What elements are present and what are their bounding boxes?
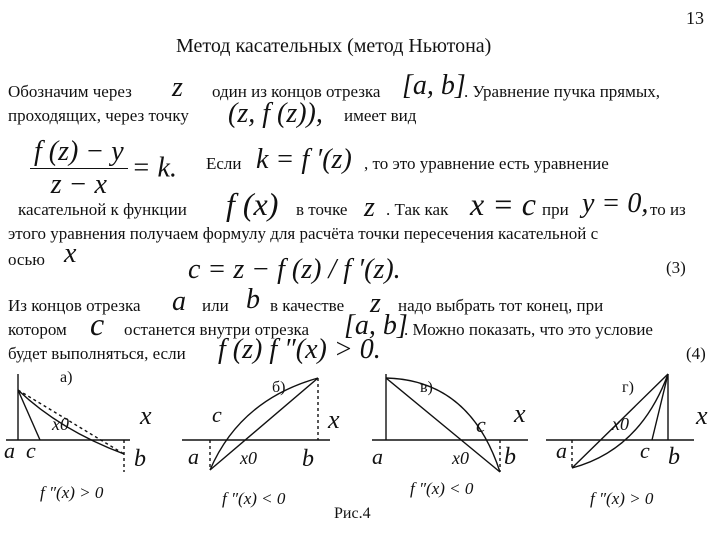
math-y-zero: y = 0, [582, 188, 649, 219]
panel-b-a: a [188, 444, 199, 469]
panel-g-label: г) [622, 379, 634, 396]
p2-text-6: при [542, 200, 569, 219]
figures-svg [0, 360, 720, 540]
panel-b-c: c [212, 402, 222, 427]
p1-text-2: один из концов отрезка [212, 82, 381, 101]
panel-v-a: a [372, 444, 383, 469]
panel-g-cond: f ″(x) > 0 [590, 489, 654, 508]
panel-g-a: a [556, 438, 567, 463]
panel-v-cond: f ″(x) < 0 [410, 479, 474, 498]
math-condition: f (z) f ″(x) > 0. [218, 334, 381, 365]
panel-a-x0: x0 [52, 414, 69, 434]
math-a: a [172, 286, 186, 317]
p2-text-7: то из [650, 200, 686, 219]
equation-1-denominator: z − x [50, 169, 107, 200]
p3-text-4: надо выбрать тот конец, при [398, 296, 604, 315]
p3-text-7: . Можно показать, что это условие [404, 320, 653, 339]
p1-text-1: Обозначим через [8, 82, 132, 101]
p1-text-5: имеет вид [344, 106, 417, 125]
panel-g-x: x [696, 401, 708, 430]
math-z: z [172, 72, 183, 103]
math-interval-ab-2: [a, b] [344, 310, 408, 341]
p2-text-9: осью [8, 250, 45, 269]
p2-text-4: в точке [296, 200, 348, 219]
p3-text-5: котором [8, 320, 67, 339]
p2-text-1: Если [206, 154, 242, 173]
panel-a-tangent [18, 390, 40, 440]
panel-b-cond: f ″(x) < 0 [222, 489, 286, 508]
p2-text-3: касательной к функции [18, 200, 187, 219]
equation-1-fraction [30, 136, 128, 201]
math-x-axis: x [64, 238, 77, 269]
panel-a-b: b [134, 446, 146, 472]
math-z-2: z [364, 192, 375, 223]
panel-v-x0: x0 [452, 448, 469, 468]
p2-text-5: . Так как [386, 200, 449, 219]
p3-text-8: будет выполняться, если [8, 344, 186, 363]
condition-number: (4) [686, 344, 706, 363]
panel-b-b: b [302, 446, 314, 472]
p3-text-1: Из концов отрезка [8, 296, 141, 315]
equation-1-numerator: f (z) − y [30, 136, 128, 169]
panel-b-x: x [328, 405, 340, 434]
p3-text-3: в качестве [270, 296, 345, 315]
math-b: b [246, 284, 260, 315]
page-number: 13 [686, 8, 704, 28]
equation-1 [30, 136, 177, 201]
panel-v-label: в) [420, 379, 433, 396]
equation-3-number: (3) [666, 258, 686, 277]
p3-text-6: останется внутри отрезка [124, 320, 310, 339]
p1-text-4: проходящих, через точку [8, 106, 189, 125]
math-k-derivative: k = f ′(z) [256, 144, 352, 175]
panel-g-b: b [668, 444, 680, 470]
p3-text-2: или [202, 296, 229, 315]
math-x-equals-c: x = c [470, 186, 536, 222]
panel-a-x: x [140, 401, 152, 430]
panel-v-b: b [504, 444, 516, 470]
page-title: Метод касательных (метод Ньютона) [176, 35, 492, 57]
panel-v-x: x [514, 399, 526, 428]
panel-a-cond: f ″(x) > 0 [40, 483, 104, 502]
math-interval-ab: [a, b] [402, 70, 466, 101]
p1-text-3: . Уравнение пучка прямых, [464, 82, 661, 101]
p2-text-2: , то это уравнение есть уравнение [364, 154, 609, 173]
panel-g-c: c [640, 438, 650, 463]
math-fx: f (x) [226, 186, 279, 222]
figure-caption: Рис.4 [334, 505, 371, 522]
panel-a-a: a [4, 438, 15, 463]
panel-b-x0: x0 [240, 448, 257, 468]
panel-g-tangent [652, 374, 668, 440]
math-c: c [90, 306, 105, 342]
equation-1-rhs: = k. [131, 152, 177, 184]
math-z-3: z [370, 288, 381, 319]
panel-g-x0: x0 [612, 414, 629, 434]
equation-3: c = z − f (z) / f ′(z). [188, 254, 401, 285]
panel-v-c: c [476, 412, 486, 437]
math-point: (z, f (z)), [228, 98, 323, 129]
panel-a-label: а) [60, 369, 73, 386]
panel-a-c: c [26, 438, 36, 463]
panel-b-label: б) [272, 379, 286, 396]
p2-text-8: этого уравнения получаем формулу для расчёта точки пересечения касательной с [8, 224, 599, 243]
